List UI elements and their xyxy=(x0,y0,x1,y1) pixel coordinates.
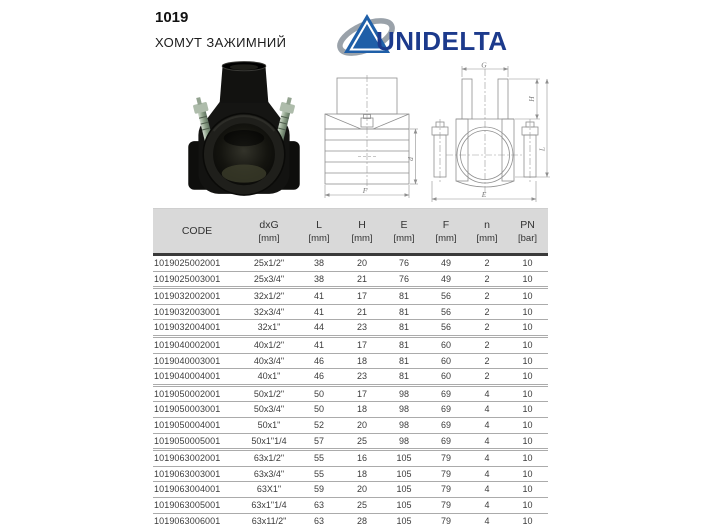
table-row xyxy=(153,385,548,402)
table-row xyxy=(153,433,548,450)
cell-code: 1019063002001 xyxy=(153,450,241,467)
cell-value: 4 xyxy=(467,433,507,450)
cell-value: 32x3/4" xyxy=(241,304,297,320)
cell-code: 1019063003001 xyxy=(153,466,241,482)
table-row xyxy=(153,304,548,320)
cell-value: 18 xyxy=(341,353,383,369)
table-row xyxy=(153,255,548,272)
spec-table-body xyxy=(153,255,548,528)
column-header-pn: PN [bar] xyxy=(507,209,548,255)
cell-value: 50x1"1/4 xyxy=(241,433,297,450)
cell-value: 23 xyxy=(341,369,383,386)
cell-value: 98 xyxy=(383,433,425,450)
cell-value: 17 xyxy=(341,288,383,305)
cell-value: 98 xyxy=(383,417,425,433)
cell-code: 1019050005001 xyxy=(153,433,241,450)
cell-value: 10 xyxy=(507,497,548,513)
cell-value: 63X1" xyxy=(241,482,297,498)
cell-value: 2 xyxy=(484,258,490,268)
dimension-L xyxy=(515,79,550,177)
cell-value: 10 xyxy=(507,385,548,402)
cell-value: 55 xyxy=(297,466,341,482)
dim-label-h: H xyxy=(527,96,536,102)
table-row xyxy=(153,336,548,353)
column-header-n: n [mm] xyxy=(467,209,507,255)
table-row xyxy=(153,288,548,305)
cell-value: 41 xyxy=(297,304,341,320)
cell-code: 1019025002001 xyxy=(154,258,221,268)
cell-value: 10 xyxy=(507,450,548,467)
cell-code: 1019050002001 xyxy=(153,385,241,402)
cell-value: 25x3/4" xyxy=(241,271,297,288)
cell-value: 79 xyxy=(425,450,467,467)
cell-code: 1019032004001 xyxy=(153,320,241,337)
cell-value: 10 xyxy=(507,288,548,305)
cell-value: 63 xyxy=(297,497,341,513)
cell-value: 4 xyxy=(467,417,507,433)
table-row xyxy=(153,450,548,467)
cell-value: 18 xyxy=(341,466,383,482)
cell-value: 10 xyxy=(507,482,548,498)
table-row xyxy=(153,482,548,498)
cell-value: 50 xyxy=(297,402,341,418)
cell-value: 4 xyxy=(467,513,507,528)
cell-value: 63x1"1/4 xyxy=(241,497,297,513)
cell-value: 56 xyxy=(425,304,467,320)
cell-value: 46 xyxy=(297,369,341,386)
cell-value: 69 xyxy=(425,385,467,402)
cell-value: 79 xyxy=(425,497,467,513)
cell-value: 10 xyxy=(507,433,548,450)
cell-value: 63 xyxy=(297,513,341,528)
column-header-e: E [mm] xyxy=(383,209,425,255)
cell-value: 2 xyxy=(467,353,507,369)
unidelta-logo xyxy=(336,11,514,59)
cell-value: 20 xyxy=(356,258,367,268)
cell-value: 69 xyxy=(425,417,467,433)
cell-value: 105 xyxy=(383,513,425,528)
cell-value: 56 xyxy=(425,288,467,305)
cell-value: 10 xyxy=(507,320,548,337)
cell-value: 25x1/2" xyxy=(253,258,285,268)
cell-value: 4 xyxy=(467,482,507,498)
cell-code: 1019063004001 xyxy=(153,482,241,498)
cell-code: 1019040003001 xyxy=(153,353,241,369)
cell-value: 32x1" xyxy=(241,320,297,337)
cell-value: 41 xyxy=(297,288,341,305)
cell-value: 81 xyxy=(383,369,425,386)
table-row xyxy=(153,466,548,482)
cell-value: 2 xyxy=(467,320,507,337)
cell-value: 63x11/2" xyxy=(241,513,297,528)
cell-value: 49 xyxy=(440,258,451,268)
cell-value: 4 xyxy=(467,466,507,482)
cell-value: 63x3/4" xyxy=(241,466,297,482)
table-row xyxy=(153,402,548,418)
cell-value: 50 xyxy=(297,385,341,402)
logo-wordmark: UNIDELTA xyxy=(376,26,508,56)
side-bolt-right xyxy=(522,119,538,183)
outlet-boss xyxy=(337,78,397,114)
cell-value: 18 xyxy=(341,402,383,418)
cell-code: 1019025003001 xyxy=(153,271,241,288)
dimension-d xyxy=(406,129,418,184)
cell-code: 1019063006001 xyxy=(153,513,241,528)
cell-code: 1019040002001 xyxy=(153,336,241,353)
cell-value: 60 xyxy=(425,353,467,369)
cell-value: 105 xyxy=(383,466,425,482)
drawing-front-section xyxy=(418,61,552,205)
cell-value: 79 xyxy=(425,513,467,528)
table-row xyxy=(153,513,548,528)
cell-code: 1019032002001 xyxy=(153,288,241,305)
column-header-code: CODE xyxy=(153,209,241,255)
cell-value: 25 xyxy=(341,497,383,513)
saddle-bore xyxy=(203,114,284,195)
cell-value: 55 xyxy=(297,450,341,467)
cell-value: 10 xyxy=(507,369,548,386)
cell-value: 81 xyxy=(383,353,425,369)
dim-label-e: E xyxy=(481,190,487,199)
cell-value: 59 xyxy=(297,482,341,498)
cell-value: 79 xyxy=(425,482,467,498)
cell-code: 1019040004001 xyxy=(153,369,241,386)
cell-value: 49 xyxy=(425,271,467,288)
cell-value: 40x1" xyxy=(241,369,297,386)
cell-value: 25 xyxy=(341,433,383,450)
cell-value: 38 xyxy=(297,271,341,288)
cell-value: 57 xyxy=(297,433,341,450)
product-photo xyxy=(168,60,320,202)
column-header-f: F [mm] xyxy=(425,209,467,255)
cell-value: 69 xyxy=(425,402,467,418)
cell-value: 105 xyxy=(383,450,425,467)
cell-value: 10 xyxy=(507,513,548,528)
cell-code: 1019050003001 xyxy=(153,402,241,418)
cell-code: 1019050004001 xyxy=(153,417,241,433)
table-row xyxy=(153,353,548,369)
cell-value: 98 xyxy=(383,402,425,418)
cell-value: 17 xyxy=(341,385,383,402)
dim-label-g: G xyxy=(481,61,487,70)
cell-value: 2 xyxy=(467,304,507,320)
cell-value: 2 xyxy=(467,271,507,288)
cell-value: 81 xyxy=(383,336,425,353)
cell-value: 105 xyxy=(383,482,425,498)
cell-value: 81 xyxy=(383,288,425,305)
cell-value: 10 xyxy=(507,466,548,482)
cell-value: 50x1/2" xyxy=(241,385,297,402)
cell-value: 4 xyxy=(467,402,507,418)
cell-value: 4 xyxy=(467,497,507,513)
table-row xyxy=(153,369,548,386)
cell-value: 69 xyxy=(425,433,467,450)
cell-value: 21 xyxy=(341,304,383,320)
product-title: ХОМУТ ЗАЖИМНИЙ xyxy=(155,35,287,50)
cell-value: 46 xyxy=(297,353,341,369)
cell-value: 4 xyxy=(467,385,507,402)
cell-value: 10 xyxy=(507,353,548,369)
table-row xyxy=(153,271,548,288)
dim-label-f: F xyxy=(362,186,368,195)
cell-value: 50x1" xyxy=(241,417,297,433)
cell-value: 32x1/2" xyxy=(241,288,297,305)
cell-value: 81 xyxy=(383,304,425,320)
cell-value: 10 xyxy=(507,417,548,433)
cell-value: 81 xyxy=(383,320,425,337)
table-row xyxy=(153,417,548,433)
cell-value: 76 xyxy=(383,271,425,288)
cell-value: 38 xyxy=(313,258,324,268)
cell-value: 10 xyxy=(507,271,548,288)
header-row xyxy=(153,209,548,255)
cell-value: 4 xyxy=(467,450,507,467)
cell-value: 40x1/2" xyxy=(241,336,297,353)
cell-value: 41 xyxy=(297,336,341,353)
dim-label-l: L xyxy=(537,146,547,152)
cell-value: 52 xyxy=(297,417,341,433)
cell-value: 105 xyxy=(383,497,425,513)
side-bolt-left xyxy=(432,119,448,183)
dimension-F xyxy=(325,185,409,198)
cell-code: 1019063005001 xyxy=(153,497,241,513)
cell-value: 20 xyxy=(341,417,383,433)
cell-value: 21 xyxy=(341,271,383,288)
cell-value: 56 xyxy=(425,320,467,337)
page-title: 1019 xyxy=(155,9,189,26)
cell-value: 10 xyxy=(507,304,548,320)
column-header-dxg: dxG [mm] xyxy=(241,209,297,255)
dimension-E xyxy=(432,181,536,202)
drawing-side-view xyxy=(317,72,419,204)
cell-value: 10 xyxy=(522,258,533,268)
dim-label-d: d xyxy=(406,157,415,161)
table-row xyxy=(153,497,548,513)
spec-table-header xyxy=(153,209,548,255)
dimension-H xyxy=(509,79,540,119)
table-row xyxy=(153,320,548,337)
cell-value: 50x3/4" xyxy=(241,402,297,418)
cell-value: 60 xyxy=(425,369,467,386)
cell-value: 16 xyxy=(341,450,383,467)
column-header-h: H [mm] xyxy=(341,209,383,255)
cell-value: 23 xyxy=(341,320,383,337)
cell-value: 28 xyxy=(341,513,383,528)
cell-value: 17 xyxy=(341,336,383,353)
cell-code: 1019032003001 xyxy=(153,304,241,320)
cell-value: 40x3/4" xyxy=(241,353,297,369)
cell-value: 2 xyxy=(467,288,507,305)
cell-value: 44 xyxy=(297,320,341,337)
cell-value: 63x1/2" xyxy=(241,450,297,467)
cell-value: 10 xyxy=(507,402,548,418)
cell-value: 2 xyxy=(467,336,507,353)
spec-table xyxy=(153,208,548,528)
cell-value: 60 xyxy=(425,336,467,353)
cell-value: 76 xyxy=(398,258,409,268)
cell-value: 10 xyxy=(507,336,548,353)
column-header-l: L [mm] xyxy=(297,209,341,255)
cell-value: 79 xyxy=(425,466,467,482)
cell-value: 2 xyxy=(467,369,507,386)
cell-value: 20 xyxy=(341,482,383,498)
cell-value: 98 xyxy=(383,385,425,402)
